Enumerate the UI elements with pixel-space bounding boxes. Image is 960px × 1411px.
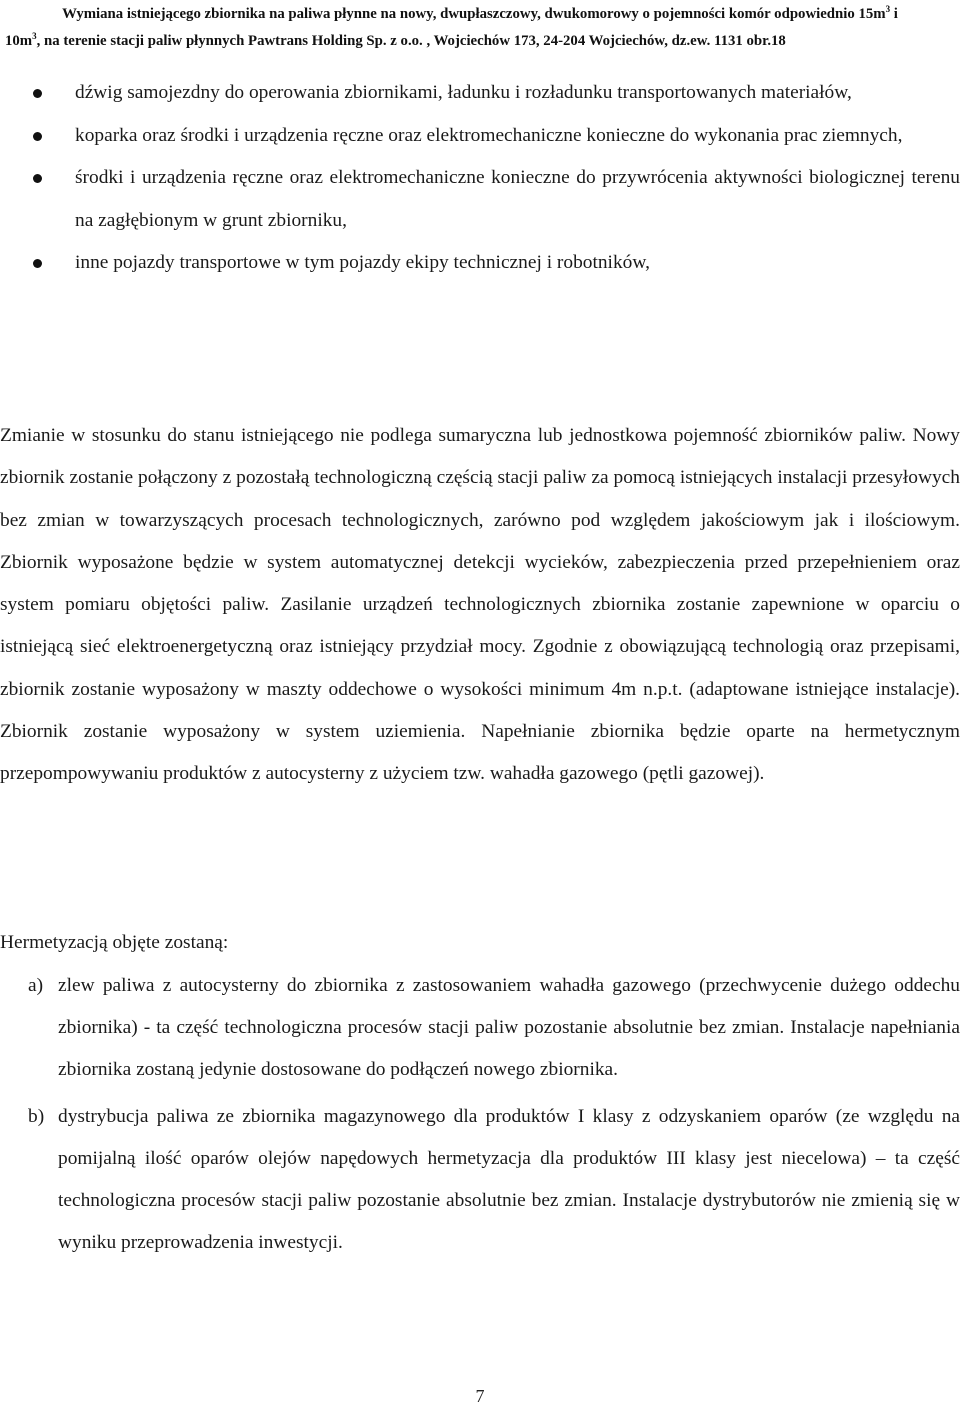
bullet-icon bbox=[33, 259, 42, 268]
hermetization-list bbox=[0, 965, 960, 1264]
page-header bbox=[0, 1, 960, 55]
page-number: 7 bbox=[475, 1386, 485, 1406]
list-marker: a) bbox=[28, 975, 44, 996]
list-item: inne pojazdy transportowe w tym pojazdy ekipy technicznej i robotników, bbox=[0, 242, 960, 285]
list-item: a) zlew paliwa z autocysterny do zbiornika z zastosowaniem wahadła gazowego (przechwycenie dużego oddechu zbiornika) - ta część technologiczna procesów stacji paliw pozostanie absolutnie bez zmian. Instalacje napełniania zbiornika zostaną jedynie dostosowane do podłączeń nowego zbiornika. bbox=[0, 965, 960, 1092]
list-marker: b) bbox=[28, 1105, 45, 1127]
bullet-icon bbox=[33, 89, 42, 98]
list-item: środki i urządzenia ręczne oraz elektromechaniczne konieczne do przywrócenia aktywności biologicznej terenu na zagłębionym w grunt zbiorniku, bbox=[0, 157, 960, 242]
hermetization-intro: Hermetyzacją objęte zostaną: bbox=[0, 932, 229, 953]
header-line-1: Wymiana istniejącego zbiornika na paliwa płynne na nowy, dwupłaszczowy, dwukomorowy o pojemności komór odpowiednio $15m^3$ i bbox=[62, 4, 898, 22]
header-line-2: $10m^3$, na terenie stacji paliw płynnych Pawtrans Holding Sp. z o.o. , Wojciechów 173, 24-204 Wojciechów, dz.ew. 1131 obr.18 bbox=[5, 31, 786, 49]
bullet-icon bbox=[33, 174, 42, 183]
list-item: dźwig samojezdny do operowania zbiornikami, ładunku i rozładunku transportowanych materiałów, bbox=[0, 72, 960, 115]
equipment-bullet-list bbox=[0, 72, 960, 285]
body-paragraph: Zmianie w stosunku do stanu istniejącego nie podlega sumaryczna lub jednostkowa pojemność zbiorników paliw. Nowy zbiornik zostanie połączony z pozostałą technologiczną częścią stacji paliw za pomocą istniejących instalacji przesyłowych bez zmian w towarzyszących procesach technologicznych, zarówno pod względem jakościowym jak i ilościowym. Zbiornik wyposażone będzie w system automatycznej detekcji wycieków, zabezpieczenia przed przepełnieniem oraz system pomiaru objętości paliw. Zasilanie urządzeń technologicznych zbiornika zostanie zapewnione w oparciu o istniejącą sieć elektroenergetyczną oraz istniejący przydział mocy. Zgodnie z obowiązującą technologią oraz przepisami, zbiornik zostanie wyposażony w maszty oddechowe o wysokości minimum 4m n.p.t. (adaptowane istniejące instalacje). Zbiornik zostanie wyposażony w system uziemienia. Napełnianie zbiornika będzie oparte na hermetycznym przepompowywaniu produktów z autocysterny z użyciem tzw. wahadła gazowego (pętli gazowej). bbox=[0, 425, 960, 785]
list-item: b) dystrybucja paliwa ze zbiornika magazynowego dla produktów I klasy z odzyskaniem oparów (ze względu na pomijalną ilość oparów olejów napędowych hermetyzacja dla produktów III klasy jest niecelowa) – ta część technologiczna procesów stacji paliw pozostanie absolutnie bez zmian. Instalacje dystrybutorów nie zmienią się w wyniku przeprowadzenia inwestycji. bbox=[0, 1096, 960, 1265]
list-item: koparka oraz środki i urządzenia ręczne oraz elektromechaniczne konieczne do wykonania prac ziemnych, bbox=[0, 115, 960, 158]
bullet-icon bbox=[33, 132, 42, 141]
